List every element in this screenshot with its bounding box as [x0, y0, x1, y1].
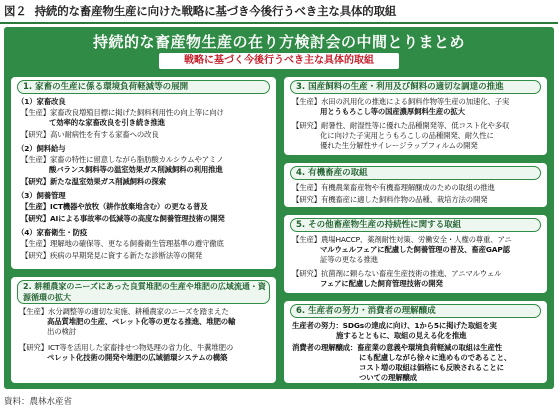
title-rule: [0, 22, 558, 24]
box-environmental-load: [9, 75, 278, 271]
panel-banner: 戦略に基づく今後行うべき主な具体的取組: [159, 53, 399, 69]
text-line: 【研究】耐暑性、耐湿性等に優れた品種開発等、低コスト化や多収: [292, 121, 510, 130]
text-line: 高品質堆肥の生産、ペレット化等の更なる推進、堆肥の輸: [47, 317, 236, 326]
text-line: 【研究】新たな温室効果ガス削減飼料の探索: [21, 177, 166, 186]
text-line: 施するとともに、取組の見える化を推進: [336, 331, 467, 340]
text-line: 【研究】疾病の早期発見に資する新たな診断法等の開発: [21, 251, 203, 260]
box-producer-consumer: [282, 299, 549, 385]
text-line: 【研究】高い耐病性を有する家畜への改良: [21, 130, 159, 139]
box-organic-livestock: [282, 161, 549, 209]
subsection-heading: （1）家畜改良: [17, 97, 66, 106]
box-other-sustainability: [282, 213, 549, 295]
box-manure-circulation: [9, 275, 278, 385]
subsection-heading: （2）飼料給与: [17, 144, 66, 153]
text-line: ペレット化技術の開発や堆肥の広域循環システムの構築: [47, 353, 228, 362]
source-note: 資料：農林水産省: [4, 397, 73, 407]
box-domestic-feed: [282, 75, 549, 157]
text-line: 生産者の努力：SDGsの達成に向け、1から5に掲げた取組を実: [292, 321, 497, 330]
box-heading: 4. 有機畜産の取組: [290, 166, 541, 180]
text-line: 【生産】水分調整等の適切な実施、耕種農家のニーズを踏まえた: [19, 307, 229, 316]
text-line: 【研究】抗菌剤に頼らない畜産生産技術の推進、アニマルウェル: [292, 269, 502, 278]
figure-title: [4, 3, 554, 19]
text-line: にも配慮しながら徐々に進めものであること、: [359, 353, 512, 362]
text-line: 【生産】家畜改良増殖目標に掲げた飼料利用性の向上等に向け: [21, 108, 224, 117]
text-line: 【生産】農場HACCP、薬剤耐性対策、労働安全・人権の尊重、アニ: [292, 235, 512, 244]
text-line: コスト増の取組は価格にも反映されることに: [359, 363, 504, 372]
text-line: 【研究】ICT等を活用した家畜排せつ物処理の省力化、牛糞堆肥の: [19, 343, 234, 352]
box-heading: 3. 国産飼料の生産・利用及び飼料の適切な調達の推進: [290, 80, 541, 94]
text-line: 酸バランス飼料等の温室効果ガス削減飼料の利用推進: [49, 165, 223, 174]
text-line: フェアに配慮した飼育管理技術の開発: [320, 279, 443, 288]
subsection-heading: （3）飼養管理: [17, 191, 66, 200]
text-line: 証等の更なる推進: [320, 255, 378, 264]
subsection-heading: （4）家畜衛生・防疫: [17, 228, 88, 237]
panel-title: 持続的な畜産物生産の在り方検討会の中間とりまとめ: [92, 33, 465, 51]
text-line: 出の検討: [47, 327, 76, 336]
text-line: 【生産】水田の汎用化の推進による飼料作物等生産の加速化、子実: [292, 97, 510, 106]
summary-panel: [4, 27, 554, 389]
text-line: て効率的な家畜改良を引き続き推進: [49, 118, 165, 127]
text-line: 【研究】AIによる事故率の低減等の高度な飼養管理技術の開発: [21, 214, 225, 223]
text-line: 優れた生分解性サイレージラップフィルムの開発: [320, 141, 478, 150]
box-heading: 2. 耕種農家のニーズにあった良質堆肥の生産や堆肥の広域流通・資源循環の拡大: [17, 280, 270, 304]
text-line: 【研究】有機畜産に適した飼料作物の品種、栽培方法の開発: [292, 195, 488, 204]
text-line: 用とうもろこし等の国産濃厚飼料生産の拡大: [320, 107, 465, 116]
text-line: 【生産】ICT機器や放牧（耕作放棄地含む）の更なる普及: [21, 202, 208, 211]
text-line: マルウェルフェアに配慮した飼養管理の普及、畜産GAP認: [320, 245, 510, 254]
box-heading: 5. その他畜産物生産の持続性に関する取組: [290, 218, 541, 232]
text-line: 【生産】理解地の確保等、更なる飼養衛生管理基準の遵守徹底: [21, 239, 224, 248]
text-line: 消費者の理解醸成：畜産業の意義や環境負荷軽減の取組は生産性: [292, 343, 502, 352]
figure-number: 図２: [4, 4, 27, 18]
text-line: 化に向けた子実用とうもろこしの品種開発、耐久性に: [320, 131, 494, 140]
text-line: 【生産】家畜の特性に留意しながら脂肪酸カルシウムやアミノ: [21, 155, 224, 164]
text-line: 【生産】有機農業畜産物や有機畜理解醸成のための取組の推進: [292, 183, 495, 192]
box-heading: 6. 生産者の努力・消費者の理解醸成: [290, 304, 541, 318]
figure-title-text: 持続的な畜産物生産に向けた戦略に基づき今後行うべき主な具体的取組: [34, 4, 397, 18]
box-heading: 1. 家畜の生産に係る環境負荷軽減等の展開: [17, 80, 270, 94]
text-line: ついての理解醸成: [359, 373, 417, 382]
